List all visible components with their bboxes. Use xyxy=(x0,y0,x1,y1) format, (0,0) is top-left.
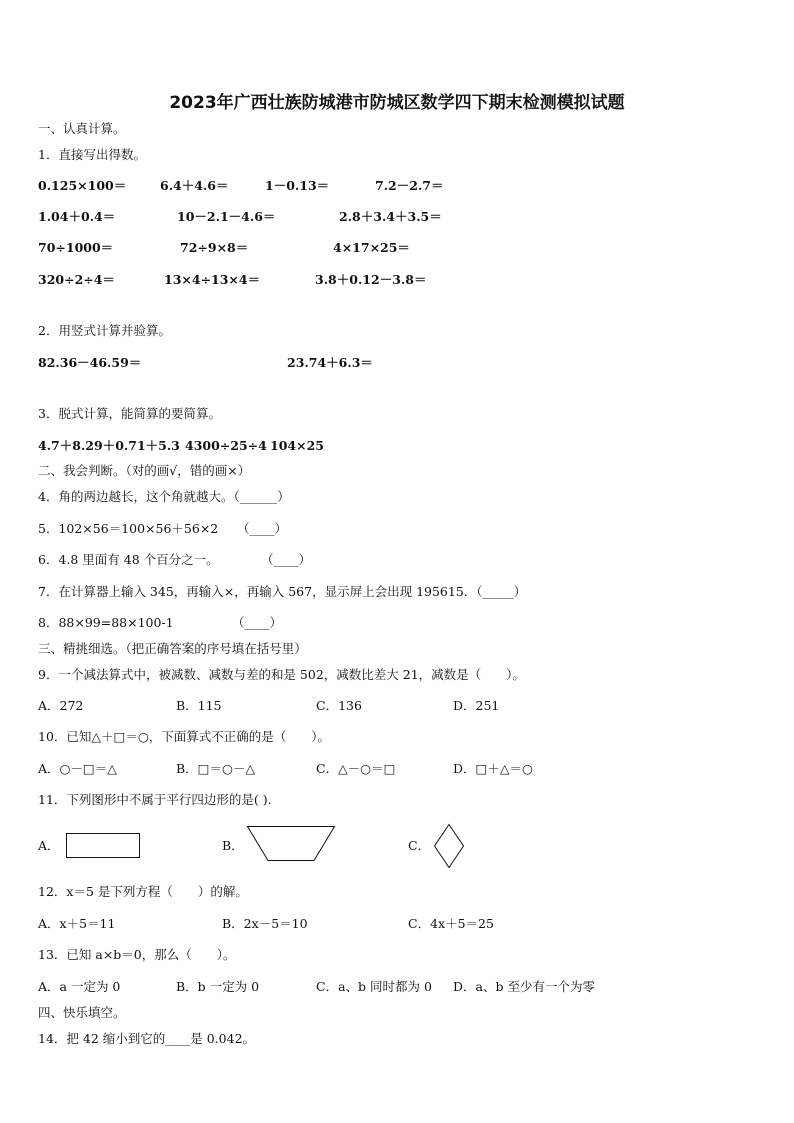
q2-item: 82.36－46.59＝ xyxy=(38,355,142,370)
q1-item: 1－0.13＝ xyxy=(265,178,330,193)
question-6: 6．4.8 里面有 48 个百分之一。 xyxy=(38,552,219,567)
question-1: 1．直接写出得数。 xyxy=(38,147,146,162)
section-1-heading: 一、认真计算。 xyxy=(38,121,126,136)
section-4-heading: 四、快乐填空。 xyxy=(38,1005,126,1020)
question-11: 11．下列图形中不属于平行四边形的是( ). xyxy=(38,792,272,807)
question-8: 8．88×99=88×100-1 xyxy=(38,615,174,630)
q10-option: B．□＝○－△ xyxy=(176,761,256,776)
q5-answer-blank: （____） xyxy=(237,521,288,536)
q9-option: A．272 xyxy=(38,698,84,713)
trapezoid-figure xyxy=(247,826,335,861)
q10-option: A．○－□＝△ xyxy=(38,761,117,776)
q13-option: A．a 一定为 0 xyxy=(38,979,121,994)
rhombus-figure xyxy=(434,824,464,868)
section-2-heading: 二、我会判断。（对的画√，错的画×） xyxy=(38,463,251,478)
q10-option: D．□＋△＝○ xyxy=(453,761,533,776)
q1-item: 320÷2÷4＝ xyxy=(38,272,115,287)
q1-item: 0.125×100＝ xyxy=(38,178,127,193)
q3-item: 4.7＋8.29＋0.71＋5.3 xyxy=(38,438,180,453)
exam-title: 2023年广西壮族防城港市防城区数学四下期末检测模拟试题 xyxy=(169,93,625,113)
q6-answer-blank: （____） xyxy=(261,552,312,567)
q1-item: 7.2－2.7＝ xyxy=(375,178,444,193)
question-12: 12．x＝5 是下列方程（ ）的解。 xyxy=(38,884,248,899)
q13-option: C．a、b 同时都为 0 xyxy=(316,979,432,994)
question-7: 7．在计算器上输入 345，再输入×，再输入 567，显示屏上会出现 195615．（_____） xyxy=(38,584,527,599)
section-3-heading: 三、精挑细选。（把正确答案的序号填在括号里） xyxy=(38,641,307,656)
q2-item: 23.74＋6.3＝ xyxy=(287,355,373,370)
q1-item: 72÷9×8＝ xyxy=(180,240,249,255)
question-9: 9．一个减法算式中，被减数、减数与差的和是 502，减数比差大 21，减数是（ ）。 xyxy=(38,667,525,682)
q1-item: 70÷1000＝ xyxy=(38,240,114,255)
q1-item: 13×4÷13×4＝ xyxy=(164,272,261,287)
q13-option: D．a、b 至少有一个为零 xyxy=(453,979,595,994)
question-13: 13．已知 a×b＝0，那么（ ）。 xyxy=(38,947,236,962)
q10-option: C．△－○＝□ xyxy=(316,761,396,776)
q9-option: D．251 xyxy=(453,698,500,713)
question-14: 14．把 42 缩小到它的____是 0.042。 xyxy=(38,1031,256,1046)
q9-option: C．136 xyxy=(316,698,362,713)
q11-option: C． xyxy=(408,838,431,853)
rectangle-figure xyxy=(66,833,140,858)
q13-option: B．b 一定为 0 xyxy=(176,979,260,994)
question-10: 10．已知△＋□＝○，下面算式不正确的是（ ）。 xyxy=(38,729,330,744)
question-2: 2．用竖式计算并验算。 xyxy=(38,323,171,338)
q12-option: C．4x＋5＝25 xyxy=(408,916,494,931)
q1-item: 4×17×25＝ xyxy=(333,240,410,255)
question-3: 3．脱式计算，能简算的要简算。 xyxy=(38,406,221,421)
q12-option: B．2x－5＝10 xyxy=(222,916,308,931)
q3-item: 4300÷25÷4 xyxy=(185,438,267,453)
question-5: 5．102×56＝100×56＋56×2 xyxy=(38,521,219,536)
q1-item: 10－2.1－4.6＝ xyxy=(177,209,276,224)
q9-option: B．115 xyxy=(176,698,222,713)
q1-item: 2.8＋3.4＋3.5＝ xyxy=(339,209,442,224)
q8-answer-blank: （____） xyxy=(232,615,283,630)
question-4: 4．角的两边越长，这个角就越大。（______） xyxy=(38,489,290,504)
q11-option: B． xyxy=(222,838,244,853)
q1-item: 1.04＋0.4＝ xyxy=(38,209,116,224)
q12-option: A．x＋5＝11 xyxy=(38,916,116,931)
q1-item: 6.4＋4.6＝ xyxy=(160,178,229,193)
q11-option: A． xyxy=(38,838,60,853)
q3-item: 104×25 xyxy=(270,438,324,453)
q1-item: 3.8＋0.12－3.8＝ xyxy=(315,272,427,287)
